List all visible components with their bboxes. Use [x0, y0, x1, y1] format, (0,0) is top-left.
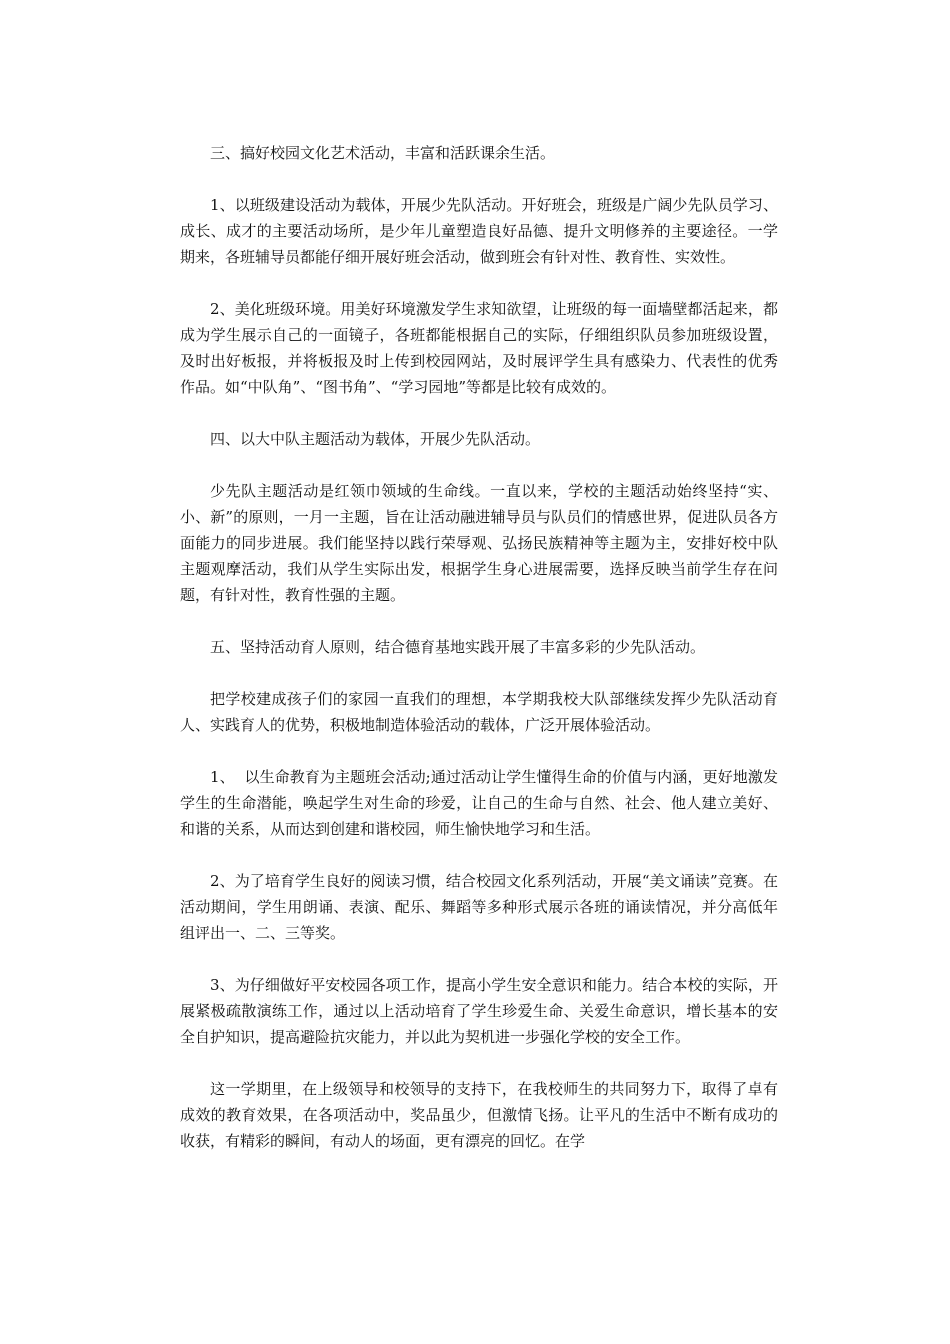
paragraph-class-environment: 2、美化班级环境。用美好环境激发学生求知欲望，让班级的每一面墙壁都活起来，都成为学生展示自己的一面镜子，各班都能根据自己的实际，仔细组织队员参加班级设置，及时出好板报，并将板报及时上传到校园网站，及时展评学生具有感染力、代表性的优秀作品。如“中队角”、“图书角”、“学习园地”等都是比较有成效的。	[180, 300, 778, 396]
heading-section-five: 五、坚持活动育人原则，结合德育基地实践开展了丰富多彩的少先队活动。	[210, 638, 706, 656]
paragraph-class-building: 1、以班级建设活动为载体，开展少先队活动。开好班会，班级是广阔少先队员学习、成长、成才的主要活动场所，是少年儿童塑造良好品德、提升文明修养的主要途径。一学期来，各班辅导员都能仔细开展好班会活动，做到班会有针对性、教育性、实效性。	[180, 196, 778, 266]
document-page	[180, 140, 778, 1154]
paragraph-life-education: 1、 以生命教育为主题班会活动;通过活动让学生懂得生命的价值与内涵，更好地激发学生的生命潜能，唤起学生对生命的珍爱，让自己的生命与自然、社会、他人建立美好、和谐的关系，从而达到创建和谐校园，师生愉快地学习和生活。	[180, 768, 778, 838]
heading-section-three: 三、搞好校园文化艺术活动，丰富和活跃课余生活。	[210, 144, 556, 162]
paragraph-reading-contest: 2、为了培育学生良好的阅读习惯，结合校园文化系列活动，开展“美文诵读”竞赛。在活动期间，学生用朗诵、表演、配乐、舞蹈等多种形式展示各班的诵读情况，并分高低年组评出一、二、三等奖。	[180, 872, 778, 942]
paragraph-safety-work: 3、为仔细做好平安校园各项工作，提高小学生安全意识和能力。结合本校的实际，开展紧极疏散演练工作，通过以上活动培育了学生珍爱生命、关爱生命意识，增长基本的安全自护知识，提高避险抗灾能力，并以此为契机进一步强化学校的安全工作。	[180, 976, 778, 1046]
paragraph-summary: 这一学期里，在上级领导和校领导的支持下，在我校师生的共同努力下，取得了卓有成效的教育效果，在各项活动中，奖品虽少，但激情飞扬。让平凡的生活中不断有成功的收获，有精彩的瞬间，有动人的场面，更有漂亮的回忆。在学	[180, 1080, 778, 1150]
heading-section-four: 四、以大中队主题活动为载体，开展少先队活动。	[210, 430, 541, 448]
paragraph-school-home: 把学校建成孩子们的家园一直我们的理想，本学期我校大队部继续发挥少先队活动育人、实践育人的优势，积极地制造体验活动的载体，广泛开展体验活动。	[180, 690, 778, 734]
paragraph-theme-activities: 少先队主题活动是红领巾领域的生命线。一直以来，学校的主题活动始终坚持“实、小、新”的原则，一月一主题，旨在让活动融进辅导员与队员们的情感世界，促进队员各方面能力的同步进展。我们能坚持以践行荣辱观、弘扬民族精神等主题为主，安排好校中队主题观摩活动，我们从学生实际出发，根据学生身心进展需要，选择反映当前学生存在问题，有针对性，教育性强的主题。	[180, 482, 778, 604]
